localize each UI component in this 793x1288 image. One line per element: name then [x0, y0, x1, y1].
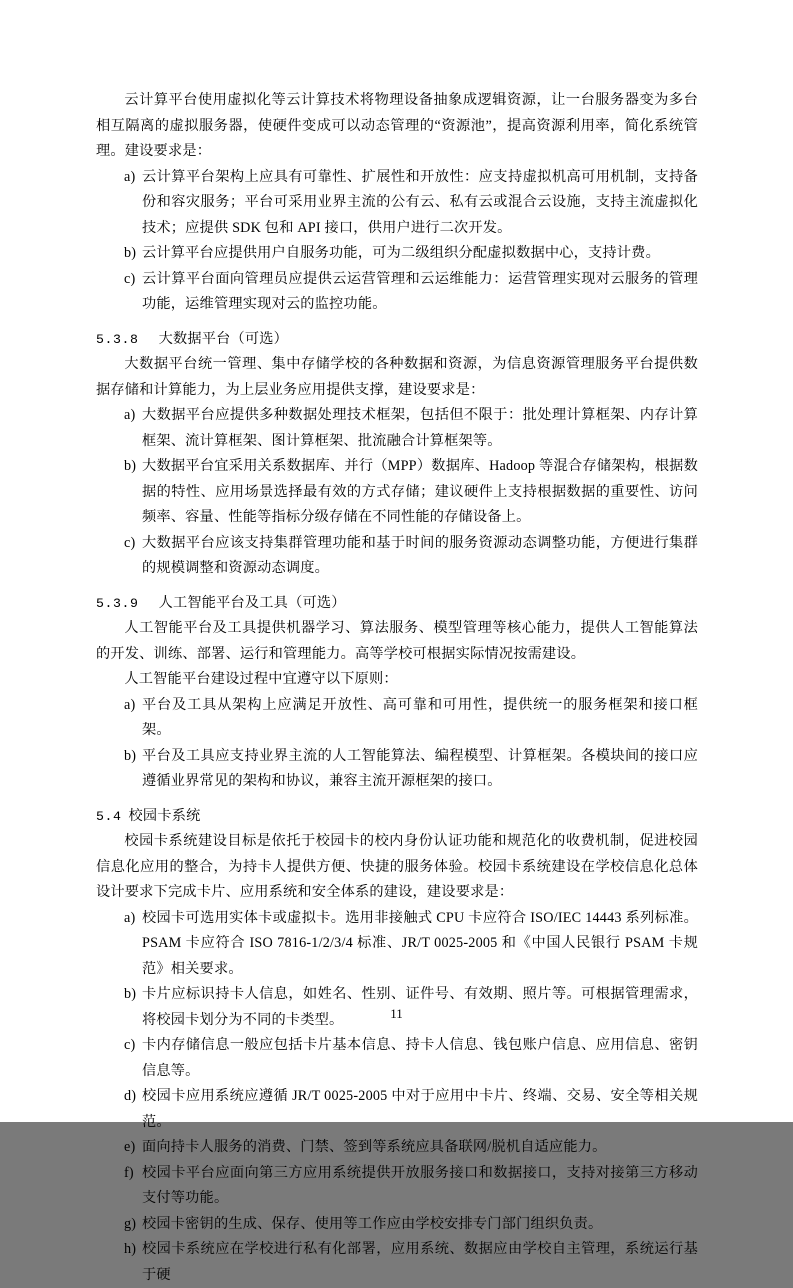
list-text: 校园卡系统应在学校进行私有化部署，应用系统、数据应由学校自主管理，系统运行基于硬 [142, 1237, 698, 1288]
page-number: 11 [0, 1006, 793, 1022]
campus-card-requirements-list [96, 906, 698, 1288]
list-text: 云计算平台应提供用户自服务功能，可为二级组织分配虚拟数据中心，支持计费。 [142, 241, 698, 267]
section-title: 大数据平台（可选） [159, 331, 289, 347]
section-number: 5.3.9 [96, 596, 139, 611]
paragraph-5-3-8-body: 大数据平台统一管理、集中存储学校的各种数据和资源，为信息资源管理服务平台提供数据存储和计算能力，为上层业务应用提供支撑，建设要求是： [96, 352, 698, 403]
list-marker: a) [96, 403, 142, 429]
list-marker: a) [96, 693, 142, 719]
list-text: 卡内存储信息一般应包括卡片基本信息、持卡人信息、钱包账户信息、应用信息、密钥信息等。 [142, 1033, 698, 1084]
list-text: 校园卡密钥的生成、保存、使用等工作应由学校安排专门部门组织负责。 [142, 1212, 698, 1238]
page-content [96, 88, 698, 1288]
list-item [96, 165, 698, 242]
list-item [96, 267, 698, 318]
list-marker: f) [96, 1161, 142, 1187]
list-item [96, 744, 698, 795]
section-heading-5-3-8 [96, 327, 698, 353]
list-marker: c) [96, 267, 142, 293]
list-marker: d) [96, 1084, 142, 1110]
list-marker: c) [96, 1033, 142, 1059]
cloud-requirements-list [96, 165, 698, 318]
section-number: 5.4 [96, 809, 122, 824]
list-text: 校园卡平台应面向第三方应用系统提供开放服务接口和数据接口，支持对接第三方移动支付等功能。 [142, 1161, 698, 1212]
section-heading-5-3-9 [96, 591, 698, 617]
list-text: 大数据平台应提供多种数据处理技术框架，包括但不限于：批处理计算框架、内存计算框架、流计算框架、图计算框架、批流融合计算框架等。 [142, 403, 698, 454]
list-text: 云计算平台架构上应具有可靠性、扩展性和开放性：应支持虚拟机高可用机制，支持备份和容灾服务；平台可采用业界主流的公有云、私有云或混合云设施，支持主流虚拟化技术；应提供 SDK 包和 API 接口，供用户进行二次开发。 [142, 165, 698, 242]
list-item [96, 1135, 698, 1161]
list-item [96, 693, 698, 744]
list-item [96, 531, 698, 582]
list-text: 云计算平台面向管理员应提供云运营管理和云运维能力：运营管理实现对云服务的管理功能，运维管理实现对云的监控功能。 [142, 267, 698, 318]
list-item [96, 1161, 698, 1212]
paragraph-cloud-intro: 云计算平台使用虚拟化等云计算技术将物理设备抽象成逻辑资源，让一台服务器变为多台相互隔离的虚拟服务器，使硬件变成可以动态管理的“资源池”，提高资源利用率，简化系统管理。建设要求是： [96, 88, 698, 165]
ai-requirements-list [96, 693, 698, 795]
list-marker: b) [96, 454, 142, 480]
list-item [96, 1084, 698, 1135]
list-item [96, 1212, 698, 1238]
list-text: 大数据平台宜采用关系数据库、并行（MPP）数据库、Hadoop 等混合存储架构，根据数据的特性、应用场景选择最有效的方式存储；建议硬件上支持根据数据的重要性、访问频率、容量、性能等指标分级存储在不同性能的存储设备上。 [142, 454, 698, 531]
section-number: 5.3.8 [96, 332, 139, 347]
list-item [96, 241, 698, 267]
list-marker: a) [96, 165, 142, 191]
section-title: 人工智能平台及工具（可选） [159, 595, 346, 611]
list-marker: h) [96, 1237, 142, 1263]
paragraph-5-4-body: 校园卡系统建设目标是依托于校园卡的校内身份认证功能和规范化的收费机制，促进校园信息化应用的整合，为持卡人提供方便、快捷的服务体验。校园卡系统建设在学校信息化总体设计要求下完成卡片、应用系统和安全体系的建设，建设要求是： [96, 829, 698, 906]
list-item [96, 403, 698, 454]
list-item [96, 454, 698, 531]
list-marker: a) [96, 906, 142, 932]
list-marker: g) [96, 1212, 142, 1238]
bigdata-requirements-list [96, 403, 698, 582]
list-marker: b) [96, 744, 142, 770]
list-text: 校园卡应用系统应遵循 JR/T 0025-2005 中对于应用中卡片、终端、交易、安全等相关规范。 [142, 1084, 698, 1135]
paragraph-5-3-9-body2: 人工智能平台建设过程中宜遵守以下原则： [96, 667, 698, 693]
list-marker: b) [96, 241, 142, 267]
section-title: 校园卡系统 [129, 808, 201, 824]
list-item [96, 1033, 698, 1084]
list-item [96, 1237, 698, 1288]
paragraph-5-3-9-body1: 人工智能平台及工具提供机器学习、算法服务、模型管理等核心能力，提供人工智能算法的开发、训练、部署、运行和管理能力。高等学校可根据实际情况按需建设。 [96, 616, 698, 667]
list-text: 面向持卡人服务的消费、门禁、签到等系统应具备联网/脱机自适应能力。 [142, 1135, 698, 1161]
list-text: 平台及工具从架构上应满足开放性、高可靠和可用性，提供统一的服务框架和接口框架。 [142, 693, 698, 744]
list-text: 平台及工具应支持业界主流的人工智能算法、编程模型、计算框架。各模块间的接口应遵循业界常见的架构和协议，兼容主流开源框架的接口。 [142, 744, 698, 795]
list-text: 校园卡可选用实体卡或虚拟卡。选用非接触式 CPU 卡应符合 ISO/IEC 14443 系列标准。PSAM 卡应符合 ISO 7816-1/2/3/4 标准、JR/T 0025-2005 和《中国人民银行 PSAM 卡规范》相关要求。 [142, 906, 698, 983]
list-item [96, 906, 698, 983]
list-marker: c) [96, 531, 142, 557]
list-text: 卡片应标识持卡人信息，如姓名、性别、证件号、有效期、照片等。可根据管理需求，将校园卡划分为不同的卡类型。 [142, 982, 698, 1033]
list-marker: b) [96, 982, 142, 1008]
list-text: 大数据平台应该支持集群管理功能和基于时间的服务资源动态调整功能，方便进行集群的规模调整和资源动态调度。 [142, 531, 698, 582]
section-heading-5-4 [96, 804, 698, 830]
list-marker: e) [96, 1135, 142, 1161]
